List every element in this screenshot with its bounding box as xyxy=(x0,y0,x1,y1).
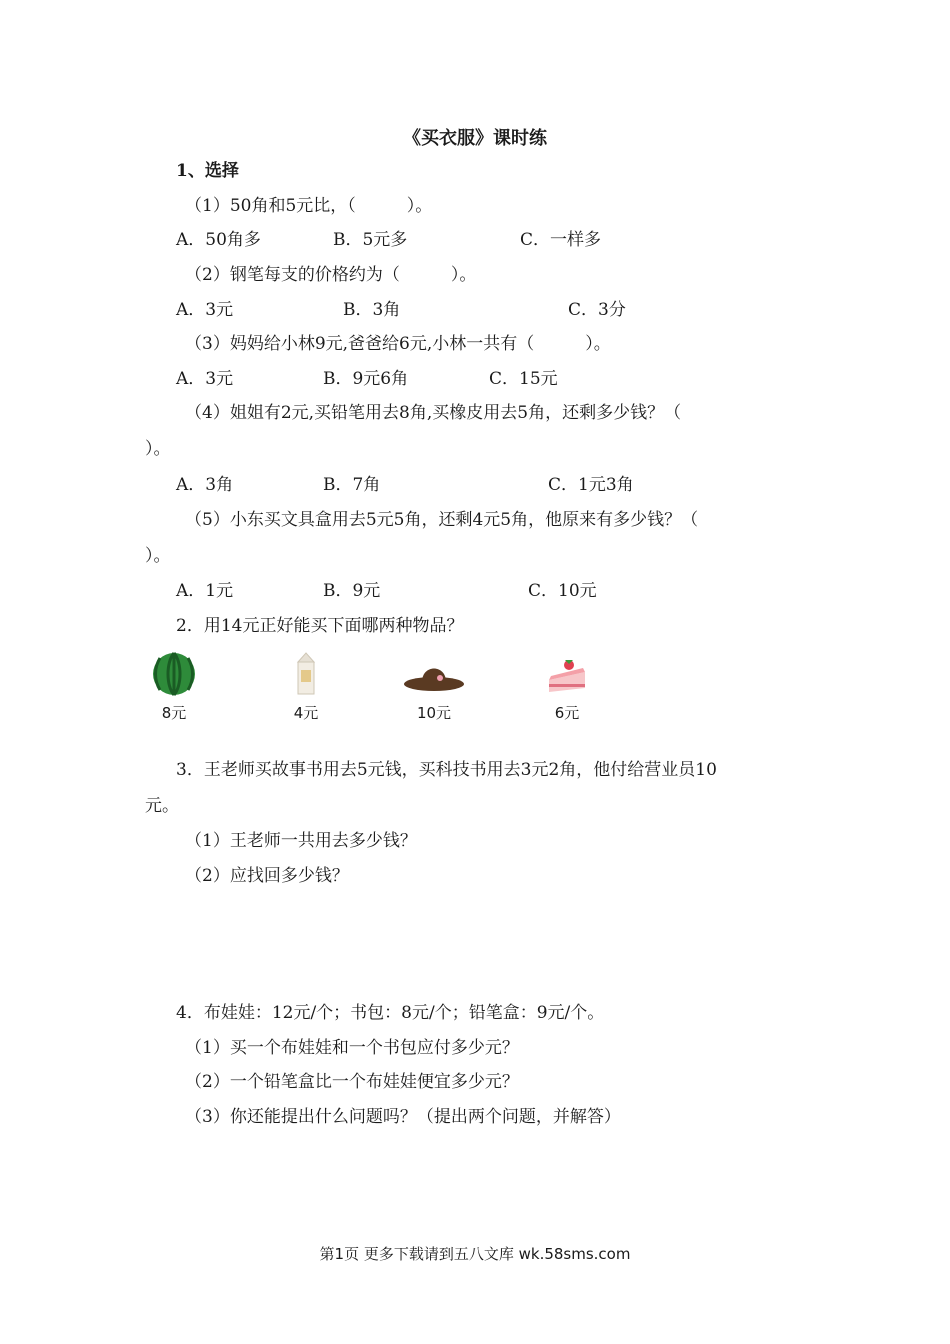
q5-option-a: A．1元 xyxy=(176,581,234,601)
q1-text: （1）50角和5元比，（ ）。 xyxy=(185,196,433,216)
q4-option-b: B．7角 xyxy=(323,475,381,495)
section-4-q2: （2）一个铅笔盒比一个布娃娃便宜多少元？ xyxy=(185,1072,519,1092)
section-4-q3: （3）你还能提出什么问题吗？（提出两个问题，并解答） xyxy=(185,1107,621,1127)
page-title: 《买衣服》课时练 xyxy=(403,128,547,149)
item-price: 4元 xyxy=(293,704,319,722)
q1-option-c: C．一样多 xyxy=(520,230,602,250)
q3-option-c: C．15元 xyxy=(489,369,558,389)
cake-icon xyxy=(543,650,591,698)
item-price: 10元 xyxy=(416,704,452,722)
q2-text: （2）钢笔每支的价格约为（ ）。 xyxy=(185,265,477,285)
item-price: 8元 xyxy=(161,704,187,722)
section-3-text-continued: 元。 xyxy=(145,796,179,816)
q3-text: （3）妈妈给小林9元,爸爸给6元,小林一共有（ ）。 xyxy=(185,334,611,354)
item-hat xyxy=(394,650,474,723)
q5-text-continued: ）。 xyxy=(145,546,171,566)
q4-text-continued: ）。 xyxy=(145,439,171,459)
q2-option-a: A．3元 xyxy=(176,300,234,320)
q2-option-b: B．3角 xyxy=(343,300,401,320)
section-1-heading: 1、选择 xyxy=(176,161,239,181)
q1-option-a: A．50角多 xyxy=(176,230,261,250)
q1-option-b: B．5元多 xyxy=(333,230,408,250)
q5-option-b: B．9元 xyxy=(323,581,381,601)
hat-icon xyxy=(402,650,466,698)
q4-option-a: A．3角 xyxy=(176,475,234,495)
item-watermelon xyxy=(134,650,214,723)
q5-option-c: C．10元 xyxy=(528,581,597,601)
q4-text: （4）姐姐有2元,买铅笔用去8角,买橡皮用去5角，还剩多少钱？（ xyxy=(185,403,682,423)
section-3-q1: （1）王老师一共用去多少钱？ xyxy=(185,831,417,851)
section-4-q1: （1）买一个布娃娃和一个书包应付多少元？ xyxy=(185,1038,519,1058)
watermelon-icon xyxy=(150,650,198,698)
q3-option-a: A．3元 xyxy=(176,369,234,389)
section-3-text: 3．王老师买故事书用去5元钱，买科技书用去3元2角，他付给营业员10 xyxy=(176,760,717,780)
section-2-heading: 2．用14元正好能买下面哪两种物品？ xyxy=(176,616,464,636)
page-footer: 第1页 更多下载请到五八文库 wk.58sms.com xyxy=(319,1245,631,1263)
section-3-q2: （2）应找回多少钱？ xyxy=(185,866,349,886)
q4-option-c: C．1元3角 xyxy=(548,475,634,495)
item-milk-carton xyxy=(266,650,346,723)
q3-option-b: B．9元6角 xyxy=(323,369,409,389)
item-price: 6元 xyxy=(554,704,580,722)
milk-carton-icon xyxy=(282,650,330,698)
section-4-text: 4．布娃娃：12元/个；书包：8元/个；铅笔盒：9元/个。 xyxy=(176,1003,605,1023)
q2-option-c: C．3分 xyxy=(568,300,626,320)
q5-text: （5）小东买文具盒用去5元5角，还剩4元5角，他原来有多少钱？（ xyxy=(185,510,699,530)
item-cake xyxy=(527,650,607,723)
